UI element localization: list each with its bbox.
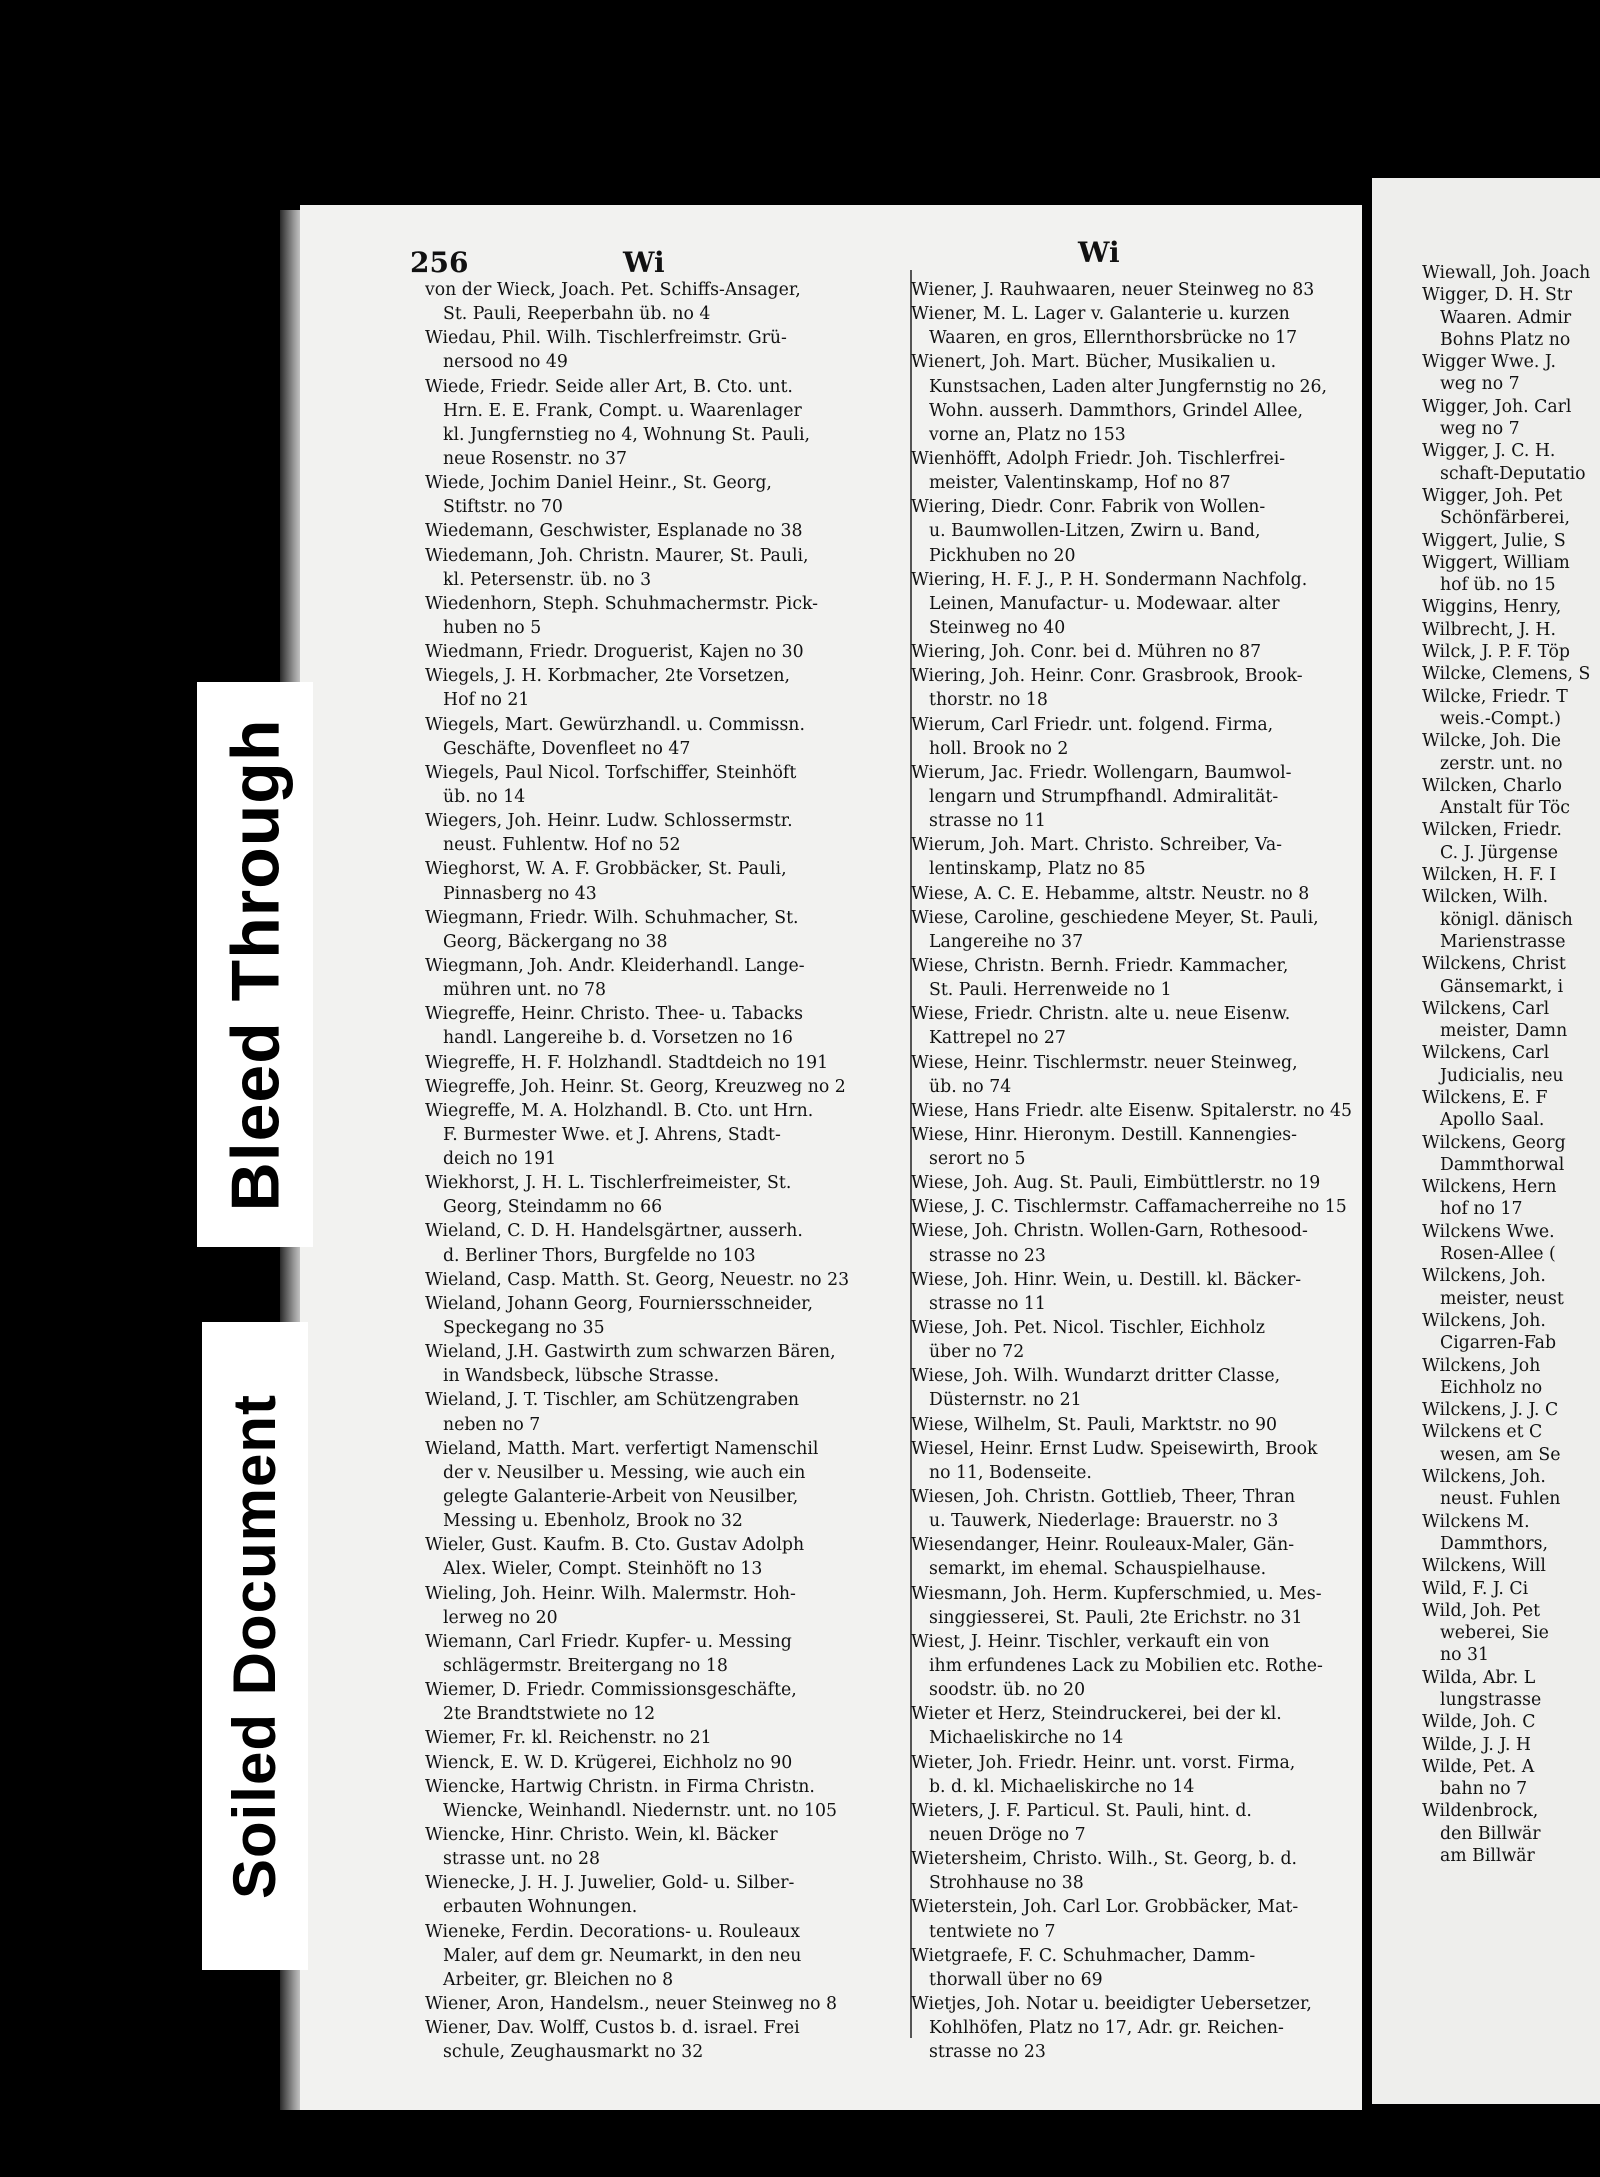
directory-entry-line: Gänsemarkt, i: [1440, 976, 1564, 997]
directory-entry-line: strasse unt. no 28: [443, 1849, 601, 1870]
directory-entry-line: Wilcke, Clemens, S: [1422, 664, 1591, 685]
directory-entry-line: Marienstrasse: [1440, 931, 1566, 952]
directory-entry-line: Wiesen, Joh. Christn. Gottlieb, Theer, Thran: [911, 1487, 1296, 1508]
directory-entry-line: Wiesel, Heinr. Ernst Ludw. Speisewirth, Brook: [911, 1438, 1318, 1459]
directory-entry-line: holl. Brook no 2: [929, 738, 1069, 759]
directory-entry-line: semarkt, im ehemal. Schauspielhause.: [929, 1559, 1267, 1580]
directory-entry-line: Kohlhöfen, Platz no 17, Adr. gr. Reichen-: [929, 2018, 1284, 2039]
directory-entry-line: Speckegang no 35: [443, 1318, 605, 1339]
directory-entry-line: b. d. kl. Michaeliskirche no 14: [929, 1776, 1195, 1797]
directory-entry-line: Wiekhorst, J. H. L. Tischlerfreimeister, St.: [425, 1173, 792, 1194]
directory-entry-line: Bohns Platz no: [1440, 329, 1571, 350]
directory-entry-line: Wiener, J. Rauhwaaren, neuer Steinweg no 83: [911, 280, 1315, 300]
directory-entry-line: zerstr. unt. no: [1440, 753, 1563, 774]
directory-entry-line: Wiemer, Fr. kl. Reichenstr. no 21: [425, 1728, 712, 1749]
directory-entry-line: C. J. Jürgense: [1440, 842, 1558, 863]
directory-entry-line: Wierum, Jac. Friedr. Wollengarn, Baumwol-: [911, 762, 1292, 783]
directory-entry-line: Wilckens Wwe.: [1422, 1221, 1555, 1242]
directory-entry-line: soodstr. üb. no 20: [929, 1680, 1086, 1701]
directory-entry-line: meister, Damn: [1440, 1021, 1568, 1042]
directory-entry-line: Pickhuben no 20: [929, 545, 1076, 566]
directory-entry-line: Wiese, Joh. Wilh. Wundarzt dritter Classe,: [911, 1366, 1281, 1387]
directory-entry-line: Wiese, Heinr. Tischlermstr. neuer Steinweg,: [911, 1052, 1298, 1073]
directory-entry-line: bahn no 7: [1440, 1779, 1528, 1800]
directory-entry-line: Wiencke, Weinhandl. Niedernstr. unt. no 105: [443, 1800, 837, 1821]
directory-entry-line: Wieters, J. F. Particul. St. Pauli, hint. d.: [911, 1800, 1252, 1821]
directory-entry-line: Judicialis, neu: [1440, 1065, 1564, 1086]
directory-entry-line: Wiggert, Julie, S: [1422, 530, 1566, 551]
directory-entry-line: Wilckens, Christ: [1422, 954, 1566, 975]
directory-entry-line: Wiese, Joh. Hinr. Wein, u. Destill. kl. Bäcker-: [911, 1269, 1302, 1290]
directory-entry-line: Wiegmann, Joh. Andr. Kleiderhandl. Lange-: [425, 955, 805, 976]
directory-entry-line: singgiesserei, St. Pauli, 2te Erichstr. no 31: [929, 1607, 1303, 1628]
directory-entry-line: Wieghorst, W. A. F. Grobbäcker, St. Pauli,: [425, 859, 787, 880]
directory-entry-line: Wiede, Friedr. Seide aller Art, B. Cto. unt.: [425, 376, 793, 397]
directory-entry-line: Dammthorwal: [1440, 1154, 1565, 1175]
directory-entry-line: neben no 7: [443, 1414, 541, 1435]
running-head-left: Wi: [623, 246, 665, 279]
directory-entry-line: Wilda, Abr. L: [1422, 1667, 1536, 1688]
directory-entry-line: in Wandsbeck, lübsche Strasse.: [443, 1366, 720, 1387]
directory-entry-line: Wilck, J. P. F. Töp: [1422, 642, 1570, 663]
directory-entry-line: Wietgraefe, F. C. Schuhmacher, Damm-: [911, 1945, 1256, 1966]
page-number: 256: [410, 246, 469, 279]
directory-entry-line: Wiese, J. C. Tischlermstr. Caffamacherreihe no 15: [911, 1197, 1347, 1218]
directory-entry-line: Wilcken, Charlo: [1422, 775, 1562, 796]
directory-entry-line: Wilckens, Georg: [1422, 1132, 1566, 1153]
directory-entry-line: Wiest, J. Heinr. Tischler, verkauft ein von: [911, 1631, 1270, 1652]
directory-entry-line: Wietersheim, Christo. Wilh., St. Georg, b. d.: [911, 1849, 1298, 1870]
directory-entry-line: Wildenbrock,: [1422, 1801, 1539, 1822]
directory-entry-line: Wilcke, Friedr. T: [1422, 686, 1568, 707]
directory-entry-line: St. Pauli. Herrenweide no 1: [929, 980, 1172, 1001]
directory-entry-line: Messing u. Ebenholz, Brook no 32: [443, 1511, 743, 1532]
facing-page-column: [1422, 262, 1600, 1867]
directory-entry-line: Wiesmann, Joh. Herm. Kupferschmied, u. Mes-: [911, 1583, 1322, 1604]
directory-entry-line: neue Rosenstr. no 37: [443, 448, 628, 469]
directory-entry-line: thorwall über no 69: [929, 1969, 1103, 1990]
directory-entry-line: Geschäfte, Dovenfleet no 47: [443, 738, 691, 759]
directory-entry-line: lerweg no 20: [443, 1607, 558, 1628]
directory-entry-line: Wiemer, D. Friedr. Commissionsgeschäfte,: [425, 1680, 797, 1701]
directory-entry-line: Wiedau, Phil. Wilh. Tischlerfreimstr. Grü-: [425, 328, 787, 349]
directory-entry-line: Wieter, Joh. Friedr. Heinr. unt. vorst. Firma,: [911, 1752, 1296, 1773]
directory-entry-line: u. Baumwollen-Litzen, Zwirn u. Band,: [929, 521, 1261, 542]
directory-entry-line: Wiegreffe, M. A. Holzhandl. B. Cto. unt Hrn.: [425, 1100, 814, 1121]
directory-entry-line: strasse no 23: [929, 1245, 1046, 1266]
directory-entry-line: Wienck, E. W. D. Krügerei, Eichholz no 90: [425, 1752, 793, 1773]
directory-entry-line: Wiencke, Hinr. Christo. Wein, kl. Bäcker: [425, 1825, 778, 1845]
directory-entry-line: handl. Langereihe b. d. Vorsetzen no 16: [443, 1028, 793, 1049]
directory-entry-line: Wild, Joh. Pet: [1422, 1600, 1541, 1621]
directory-entry-line: weg no 7: [1440, 374, 1520, 395]
directory-entry-line: Wiegmann, Friedr. Wilh. Schuhmacher, St.: [425, 907, 799, 928]
directory-entry-line: Wilckens, E. F: [1422, 1087, 1548, 1108]
directory-entry-line: Wiener, M. L. Lager v. Galanterie u. kurzen: [911, 304, 1290, 325]
directory-entry-line: Alex. Wieler, Compt. Steinhöft no 13: [443, 1559, 763, 1580]
directory-entry-line: Wiegels, J. H. Korbmacher, 2te Vorsetzen,: [425, 666, 790, 687]
directory-entry-line: Wiesendanger, Heinr. Rouleaux-Maler, Gän-: [911, 1535, 1295, 1556]
directory-entry-line: üb. no 14: [443, 786, 526, 807]
directory-entry-line: Wilckens, Joh.: [1422, 1266, 1546, 1287]
directory-entry-line: Maler, auf dem gr. Neumarkt, in den neu: [443, 1945, 802, 1966]
directory-entry-line: Wiering, H. F. J., P. H. Sondermann Nachfolg.: [911, 569, 1308, 590]
directory-entry-line: Wieterstein, Joh. Carl Lor. Grobbäcker, Mat-: [911, 1897, 1299, 1918]
directory-entry-line: üb. no 74: [929, 1076, 1012, 1097]
directory-entry-line: Wigger, D. H. Str: [1422, 285, 1573, 306]
directory-entry-line: Cigarren-Fab: [1440, 1333, 1557, 1354]
directory-entry-line: Wiese, Joh. Christn. Wollen-Garn, Rothesood-: [911, 1221, 1308, 1242]
directory-entry-line: Stiftstr. no 70: [443, 497, 563, 518]
directory-entry-line: Wieland, J. T. Tischler, am Schützengraben: [425, 1390, 800, 1411]
directory-entry-line: Wiese, Hinr. Hieronym. Destill. Kannengies-: [911, 1124, 1297, 1145]
directory-entry-line: Wilckens et C: [1422, 1422, 1543, 1443]
directory-entry-line: Pinnasberg no 43: [443, 883, 597, 904]
directory-entry-line: über no 72: [929, 1342, 1025, 1363]
directory-entry-line: Wiering, Diedr. Conr. Fabrik von Wollen-: [911, 497, 1266, 518]
directory-entry-line: huben no 5: [443, 617, 542, 638]
directory-entry-line: meister, neust: [1440, 1288, 1564, 1309]
directory-entry-line: Wilckens, Carl: [1422, 1043, 1550, 1064]
directory-entry-line: Wilckens, Joh.: [1422, 1467, 1546, 1488]
directory-entry-line: Georg, Steindamm no 66: [443, 1197, 663, 1218]
directory-entry-line: Wilckens, J. J. C: [1422, 1400, 1559, 1421]
directory-entry-line: neuen Dröge no 7: [929, 1825, 1086, 1845]
directory-entry-line: Wiese, Friedr. Christn. alte u. neue Eisenw.: [911, 1004, 1291, 1025]
directory-entry-line: no 31: [1440, 1645, 1490, 1666]
directory-entry-line: Düsternstr. no 21: [929, 1390, 1082, 1411]
directory-entry-line: u. Tauwerk, Niederlage: Brauerstr. no 3: [929, 1511, 1279, 1532]
directory-entry-line: Wiedenhorn, Steph. Schuhmachermstr. Pick-: [425, 593, 819, 614]
directory-entry-line: serort no 5: [929, 1149, 1026, 1170]
directory-entry-line: Wieland, Casp. Matth. St. Georg, Neuestr. no 23: [425, 1269, 850, 1290]
directory-entry-line: Wieland, Johann Georg, Fourniersschneider,: [425, 1293, 814, 1314]
directory-entry-line: strasse no 11: [929, 1293, 1046, 1314]
directory-entry-line: von der Wieck, Joach. Pet. Schiffs-Ansager,: [425, 280, 801, 300]
directory-entry-line: schlägermstr. Breitergang no 18: [443, 1656, 728, 1677]
directory-entry-line: den Billwär: [1440, 1823, 1541, 1844]
directory-entry-line: Steinweg no 40: [929, 617, 1066, 638]
directory-entry-line: strasse no 23: [929, 2042, 1046, 2063]
directory-entry-line: Wiegers, Joh. Heinr. Ludw. Schlossermstr.: [425, 811, 793, 832]
directory-entry-line: Wieland, C. D. H. Handelsgärtner, ausserh.: [425, 1221, 803, 1242]
directory-entry-line: Kattrepel no 27: [929, 1028, 1066, 1049]
bleed-through-label: [197, 682, 313, 1247]
directory-entry-line: Wilcke, Joh. Die: [1422, 731, 1561, 752]
directory-entry-line: Eichholz no: [1440, 1377, 1543, 1398]
middle-column: [911, 278, 1356, 2064]
directory-entry-line: Wilckens, Carl: [1422, 998, 1550, 1019]
directory-entry-line: Wiese, Wilhelm, St. Pauli, Marktstr. no 90: [911, 1414, 1278, 1435]
directory-entry-line: Wiggins, Henry,: [1422, 597, 1562, 618]
running-head-right: Wi: [1078, 236, 1120, 269]
directory-entry-line: Wiese, Caroline, geschiedene Meyer, St. Pauli,: [911, 907, 1319, 928]
directory-entry-line: Wienert, Joh. Mart. Bücher, Musikalien u.: [911, 352, 1277, 373]
directory-entry-line: kl. Jungfernstieg no 4, Wohnung St. Pauli,: [443, 424, 811, 445]
directory-entry-line: mühren unt. no 78: [443, 980, 606, 1001]
directory-entry-line: nersood no 49: [443, 352, 568, 373]
directory-entry-line: Wilde, Joh. C: [1422, 1712, 1536, 1733]
directory-entry-line: Wieneke, Ferdin. Decorations- u. Rouleaux: [425, 1921, 801, 1942]
directory-entry-line: Strohhause no 38: [929, 1873, 1084, 1894]
directory-entry-line: Waaren. Admir: [1440, 307, 1572, 328]
left-column: [425, 278, 913, 2064]
directory-entry-line: Wietjes, Joh. Notar u. beeidigter Uebersetzer,: [911, 1993, 1312, 2014]
directory-entry-line: lungstrasse: [1440, 1690, 1542, 1710]
directory-entry-line: Wilckens, Will: [1422, 1556, 1546, 1577]
directory-entry-line: Wiener, Dav. Wolff, Custos b. d. israel. Frei: [425, 2018, 800, 2039]
directory-entry-line: Wohn. ausserh. Dammthors, Grindel Allee,: [929, 400, 1304, 421]
directory-entry-line: neust. Fuhlen: [1440, 1489, 1561, 1510]
directory-entry-line: thorstr. no 18: [929, 690, 1048, 711]
directory-entry-line: Wienhöfft, Adolph Friedr. Joh. Tischlerfrei-: [911, 448, 1286, 469]
directory-entry-line: Wieling, Joh. Heinr. Wilh. Malermstr. Hoh-: [425, 1583, 796, 1604]
directory-entry-line: Wilde, Pet. A: [1422, 1756, 1535, 1777]
directory-entry-line: lentinskamp, Platz no 85: [929, 859, 1146, 880]
directory-entry-line: Wilcken, Friedr.: [1422, 820, 1562, 841]
directory-entry-line: erbauten Wohnungen.: [443, 1897, 638, 1918]
directory-entry-line: Wigger Wwe. J.: [1422, 352, 1556, 373]
directory-entry-line: Wilckens, Joh.: [1422, 1310, 1546, 1331]
directory-entry-line: Wiese, Joh. Aug. St. Pauli, Eimbüttlerstr. no 19: [911, 1173, 1321, 1194]
directory-entry-line: Wieter et Herz, Steindruckerei, bei der kl.: [911, 1704, 1282, 1725]
directory-entry-line: gelegte Galanterie-Arbeit von Neusilber,: [443, 1487, 799, 1508]
directory-entry-line: Arbeiter, gr. Bleichen no 8: [443, 1969, 674, 1990]
directory-entry-line: Wiede, Jochim Daniel Heinr., St. Georg,: [425, 473, 772, 494]
directory-entry-line: der v. Neusilber u. Messing, wie auch ein: [443, 1462, 806, 1483]
directory-entry-line: 2te Brandtstwiete no 12: [443, 1704, 656, 1725]
directory-entry-line: Wilckens, Hern: [1422, 1177, 1557, 1198]
directory-entry-line: schule, Zeughausmarkt no 32: [443, 2042, 704, 2063]
directory-entry-line: Wieland, J.H. Gastwirth zum schwarzen Bären,: [425, 1342, 836, 1363]
directory-entry-line: Wieland, Matth. Mart. verfertigt Namenschil: [425, 1438, 819, 1459]
directory-entry-line: Wiering, Joh. Heinr. Conr. Grasbrook, Brook-: [911, 666, 1303, 687]
directory-entry-line: tentwiete no 7: [929, 1921, 1056, 1942]
directory-entry-line: Wigger, Joh. Pet: [1422, 485, 1563, 506]
directory-entry-line: Wiegreffe, Heinr. Christo. Thee- u. Tabacks: [425, 1004, 804, 1025]
directory-entry-line: Wiese, Christn. Bernh. Friedr. Kammacher,: [911, 955, 1289, 976]
directory-entry-line: Wiencke, Hartwig Christn. in Firma Christn.: [425, 1776, 815, 1797]
directory-entry-line: Wigger, Joh. Carl: [1422, 396, 1572, 417]
directory-entry-line: Wierum, Joh. Mart. Christo. Schreiber, Va-: [911, 835, 1282, 856]
directory-entry-line: königl. dänisch: [1440, 909, 1573, 930]
directory-entry-line: d. Berliner Thors, Burgfelde no 103: [443, 1245, 756, 1266]
soiled-document-label: [202, 1322, 308, 1970]
directory-entry-line: Anstalt für Töc: [1440, 798, 1570, 819]
directory-entry-line: Langereihe no 37: [929, 931, 1084, 952]
directory-entry-line: Wild, F. J. Ci: [1422, 1578, 1529, 1599]
directory-entry-line: Kunstsachen, Laden alter Jungfernstig no 26,: [929, 376, 1328, 397]
directory-entry-line: Wiewall, Joh. Joach: [1422, 263, 1591, 283]
directory-entry-line: vorne an, Platz no 153: [929, 424, 1126, 445]
directory-entry-line: kl. Petersenstr. üb. no 3: [443, 569, 652, 590]
directory-entry-line: weberei, Sie: [1440, 1623, 1549, 1644]
directory-entry-line: Wiegreffe, Joh. Heinr. St. Georg, Kreuzweg no 2: [425, 1076, 846, 1097]
directory-entry-line: Wienecke, J. H. J. Juwelier, Gold- u. Silber-: [425, 1873, 795, 1894]
directory-entry-line: Wierum, Carl Friedr. unt. folgend. Firma,: [911, 714, 1274, 735]
directory-entry-line: Rosen-Allee (: [1440, 1244, 1556, 1265]
bleed-through-text: Bleed Through: [217, 718, 294, 1211]
directory-entry-line: Wiegreffe, H. F. Holzhandl. Stadtdeich no 191: [425, 1052, 829, 1073]
directory-entry-line: hof no 17: [1440, 1199, 1523, 1220]
directory-entry-line: deich no 191: [443, 1149, 557, 1170]
directory-entry-line: neust. Fuhlentw. Hof no 52: [443, 835, 681, 856]
directory-entry-line: Schönfärberei,: [1440, 508, 1570, 529]
directory-entry-line: am Billwär: [1440, 1846, 1535, 1867]
directory-entry-line: Wiese, A. C. E. Hebamme, altstr. Neustr. no 8: [911, 883, 1310, 904]
directory-entry-line: weg no 7: [1440, 419, 1520, 440]
directory-entry-line: Hof no 21: [443, 690, 530, 711]
directory-entry-line: lengarn und Strumpfhandl. Admiralität-: [929, 786, 1279, 807]
directory-entry-line: Wilde, J. J. H: [1422, 1734, 1532, 1755]
directory-entry-line: Waaren, en gros, Ellernthorsbrücke no 17: [929, 328, 1298, 349]
directory-entry-line: Wiedmann, Friedr. Droguerist, Kajen no 30: [425, 642, 804, 663]
directory-entry-line: Leinen, Manufactur- u. Modewaar. alter: [929, 593, 1280, 614]
directory-entry-line: Hrn. E. E. Frank, Compt. u. Waarenlager: [443, 400, 802, 421]
directory-entry-line: Georg, Bäckergang no 38: [443, 931, 668, 952]
directory-entry-line: Michaeliskirche no 14: [929, 1728, 1124, 1749]
directory-entry-line: Wilckens, Joh: [1422, 1355, 1541, 1376]
directory-entry-line: Wiegels, Paul Nicol. Torfschiffer, Steinhöft: [425, 762, 797, 783]
directory-entry-line: hof üb. no 15: [1440, 575, 1556, 596]
directory-entry-line: Wiegels, Mart. Gewürzhandl. u. Commissn.: [425, 714, 805, 735]
directory-entry-line: Wieler, Gust. Kaufm. B. Cto. Gustav Adolph: [425, 1535, 805, 1556]
directory-entry-line: Wilckens M.: [1422, 1511, 1530, 1532]
directory-entry-line: wesen, am Se: [1440, 1444, 1561, 1465]
directory-entry-line: Wilcken, Wilh.: [1422, 887, 1549, 908]
directory-entry-line: strasse no 11: [929, 811, 1046, 832]
directory-entry-line: Dammthors,: [1440, 1533, 1549, 1554]
directory-entry-line: Wiese, Hans Friedr. alte Eisenw. Spitalerstr. no 45: [911, 1100, 1353, 1121]
directory-entry-line: ihm erfundenes Lack zu Mobilien etc. Rothe-: [929, 1656, 1323, 1677]
directory-entry-line: Wiedemann, Joh. Christn. Maurer, St. Pauli,: [425, 545, 809, 566]
directory-entry-line: no 11, Bodenseite.: [929, 1462, 1092, 1483]
directory-entry-line: Wiemann, Carl Friedr. Kupfer- u. Messing: [425, 1631, 792, 1652]
directory-entry-line: Wiedemann, Geschwister, Esplanade no 38: [425, 521, 803, 542]
directory-entry-line: Wilbrecht, J. H.: [1422, 619, 1556, 640]
directory-entry-line: Wilcken, H. F. I: [1422, 865, 1557, 886]
directory-entry-line: Wiese, Joh. Pet. Nicol. Tischler, Eichholz: [911, 1318, 1265, 1339]
soiled-document-text: Soiled Document: [221, 1393, 289, 1899]
directory-entry-line: Wiggert, William: [1422, 552, 1570, 573]
directory-entry-line: Wigger, J. C. H.: [1422, 441, 1556, 462]
directory-entry-line: meister, Valentinskamp, Hof no 87: [929, 473, 1231, 494]
directory-entry-line: Wiener, Aron, Handelsm., neuer Steinweg no 8: [425, 1993, 837, 2014]
directory-entry-line: weis.-Compt.): [1440, 708, 1562, 729]
directory-entry-line: schaft-Deputatio: [1440, 463, 1586, 484]
directory-entry-line: St. Pauli, Reeperbahn üb. no 4: [443, 304, 711, 325]
directory-entry-line: Apollo Saal.: [1440, 1110, 1545, 1131]
directory-entry-line: Wiering, Joh. Conr. bei d. Mühren no 87: [911, 642, 1262, 663]
directory-entry-line: F. Burmester Wwe. et J. Ahrens, Stadt-: [443, 1124, 781, 1145]
